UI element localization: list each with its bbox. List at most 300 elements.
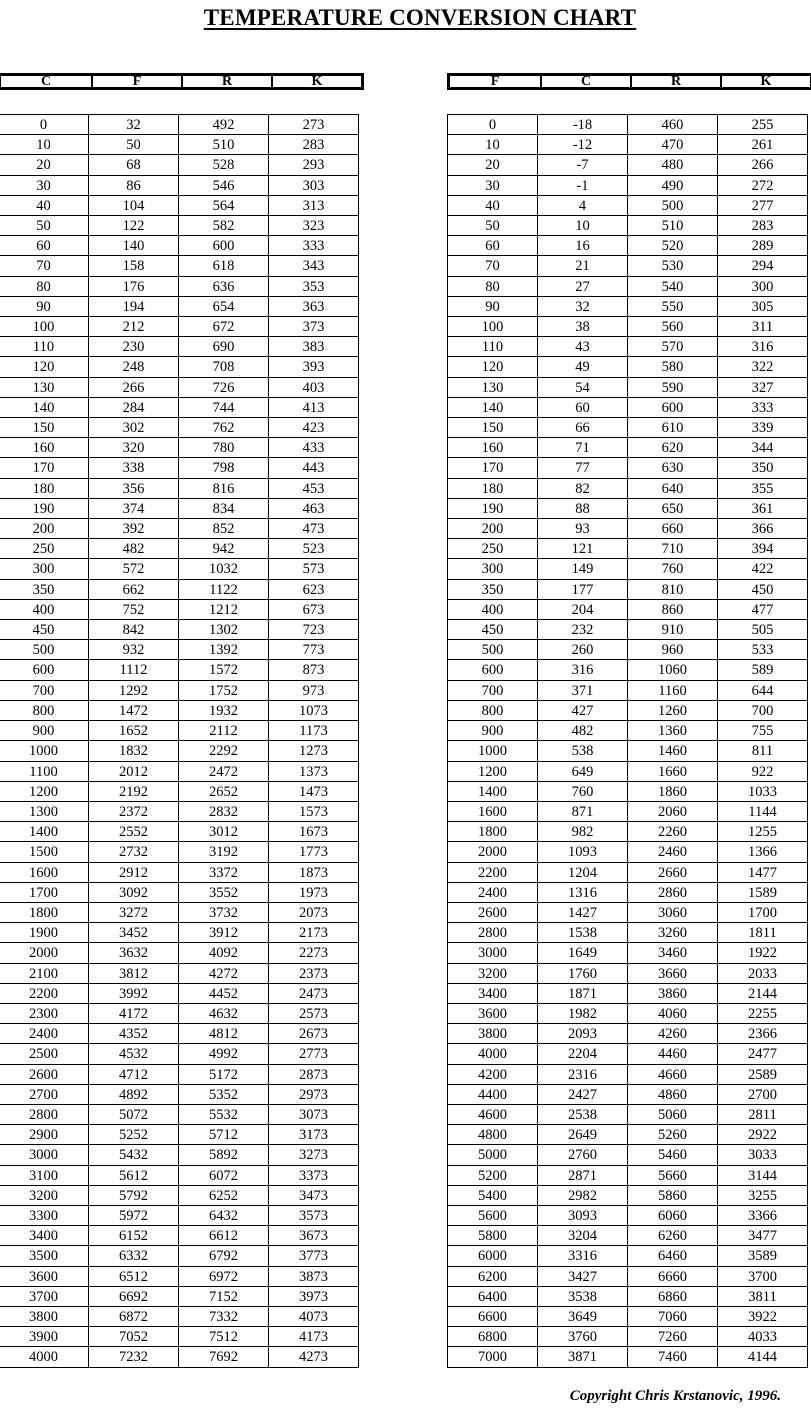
table-row xyxy=(448,559,808,579)
table-cell: 3871 xyxy=(538,1347,628,1367)
table-cell: 120 xyxy=(448,357,538,377)
table-row xyxy=(0,176,359,196)
table-row xyxy=(448,640,808,660)
table-cell: 3773 xyxy=(269,1246,359,1266)
table-cell: 158 xyxy=(89,256,179,276)
table-cell: 4892 xyxy=(89,1085,179,1105)
table-cell: 433 xyxy=(269,438,359,458)
table-cell: 810 xyxy=(628,580,718,600)
table-cell: 27 xyxy=(538,277,628,297)
table-row xyxy=(0,1287,359,1307)
table-cell: 3992 xyxy=(89,984,179,1004)
table-cell: 60 xyxy=(448,236,538,256)
table-cell: 140 xyxy=(89,236,179,256)
table-cell: 450 xyxy=(448,620,538,640)
table-cell: 564 xyxy=(179,196,269,216)
table-cell: 3144 xyxy=(718,1166,808,1186)
table-cell: 3477 xyxy=(718,1226,808,1246)
table-cell: 100 xyxy=(448,317,538,337)
table-cell: 6792 xyxy=(179,1246,269,1266)
table-row xyxy=(0,438,359,458)
table-cell: 1700 xyxy=(0,883,89,903)
table-cell: 3200 xyxy=(0,1186,89,1206)
table-cell: 4073 xyxy=(269,1307,359,1327)
table-cell: 170 xyxy=(0,458,89,478)
table-cell: 2700 xyxy=(0,1085,89,1105)
table-cell: 973 xyxy=(269,681,359,701)
table-cell: 338 xyxy=(89,458,179,478)
table-cell: 3811 xyxy=(718,1287,808,1307)
table-cell: 3316 xyxy=(538,1246,628,1266)
table-row xyxy=(448,1166,808,1186)
table-cell: 1752 xyxy=(179,681,269,701)
table-cell: 1100 xyxy=(0,762,89,782)
table-row xyxy=(448,1186,808,1206)
table-row xyxy=(0,660,359,680)
table-cell: 66 xyxy=(538,418,628,438)
table-cell: 4632 xyxy=(179,1004,269,1024)
table-cell: 2973 xyxy=(269,1085,359,1105)
table-cell: 2773 xyxy=(269,1044,359,1064)
table-row xyxy=(448,1246,808,1266)
table-cell: 250 xyxy=(448,539,538,559)
table-cell: 284 xyxy=(89,398,179,418)
table-row xyxy=(448,458,808,478)
table-row xyxy=(0,1145,359,1165)
table-cell: 313 xyxy=(269,196,359,216)
table-cell: 2427 xyxy=(538,1085,628,1105)
table-cell: 2700 xyxy=(718,1085,808,1105)
table-cell: 3700 xyxy=(718,1267,808,1287)
table-cell: 710 xyxy=(628,539,718,559)
table-cell: 7692 xyxy=(179,1347,269,1367)
table-cell: 4033 xyxy=(718,1327,808,1347)
table-cell: 3460 xyxy=(628,943,718,963)
table-row xyxy=(0,1327,359,1347)
table-cell: 1112 xyxy=(89,660,179,680)
table-cell: 16 xyxy=(538,236,628,256)
table-cell: 320 xyxy=(89,438,179,458)
table-cell: 7060 xyxy=(628,1307,718,1327)
table-row xyxy=(0,458,359,478)
table-cell: 1173 xyxy=(269,721,359,741)
table-cell: 392 xyxy=(89,519,179,539)
fahrenheit-conversion-table xyxy=(447,73,811,1366)
table-cell: 453 xyxy=(269,479,359,499)
table-cell: 2400 xyxy=(448,883,538,903)
table-cell: 450 xyxy=(0,620,89,640)
table-cell: 700 xyxy=(0,681,89,701)
table-cell: 90 xyxy=(448,297,538,317)
table-row xyxy=(448,1004,808,1024)
table-cell: 640 xyxy=(628,479,718,499)
table-cell: 2200 xyxy=(0,984,89,1004)
table-cell: 672 xyxy=(179,317,269,337)
table-cell: 5000 xyxy=(448,1145,538,1165)
table-cell: 3700 xyxy=(0,1287,89,1307)
table-cell: 723 xyxy=(269,620,359,640)
table-cell: 1472 xyxy=(89,701,179,721)
table-row xyxy=(448,337,808,357)
table-cell: 403 xyxy=(269,378,359,398)
table-row xyxy=(0,903,359,923)
table-row xyxy=(448,155,808,175)
table-row xyxy=(0,196,359,216)
table-cell: 662 xyxy=(89,580,179,600)
table-cell: 630 xyxy=(628,458,718,478)
table-cell: 3372 xyxy=(179,863,269,883)
table-cell: 3060 xyxy=(628,903,718,923)
table-cell: 760 xyxy=(628,559,718,579)
table-cell: 180 xyxy=(0,479,89,499)
table-cell: 4532 xyxy=(89,1044,179,1064)
table-cell: 88 xyxy=(538,499,628,519)
table-cell: 1900 xyxy=(0,923,89,943)
table-cell: 573 xyxy=(269,559,359,579)
table-cell: 30 xyxy=(448,176,538,196)
header-cell: R xyxy=(181,76,271,87)
table-cell: 463 xyxy=(269,499,359,519)
table-cell: 5352 xyxy=(179,1085,269,1105)
table-cell: 2144 xyxy=(718,984,808,1004)
table-cell: 4800 xyxy=(448,1125,538,1145)
table-cell: 2538 xyxy=(538,1105,628,1125)
table-cell: 760 xyxy=(538,782,628,802)
table-cell: 361 xyxy=(718,499,808,519)
table-cell: 1652 xyxy=(89,721,179,741)
table-row xyxy=(448,701,808,721)
table-cell: 344 xyxy=(718,438,808,458)
table-cell: 3272 xyxy=(89,903,179,923)
table-row xyxy=(448,1347,808,1367)
table-cell: 2255 xyxy=(718,1004,808,1024)
table-cell: 708 xyxy=(179,357,269,377)
table-cell: 212 xyxy=(89,317,179,337)
table-cell: 1212 xyxy=(179,600,269,620)
table-row xyxy=(0,1267,359,1287)
table-cell: 589 xyxy=(718,660,808,680)
table-cell: 580 xyxy=(628,357,718,377)
table-cell: 1473 xyxy=(269,782,359,802)
header-cell: F xyxy=(91,76,181,87)
table-row xyxy=(448,1226,808,1246)
table-cell: 353 xyxy=(269,277,359,297)
table-cell: 230 xyxy=(89,337,179,357)
table-cell: 2871 xyxy=(538,1166,628,1186)
table-cell: 4260 xyxy=(628,1024,718,1044)
table-cell: 600 xyxy=(0,660,89,680)
table-cell: 1260 xyxy=(628,701,718,721)
table-row xyxy=(0,297,359,317)
table-cell: 3973 xyxy=(269,1287,359,1307)
table-cell: 3800 xyxy=(0,1307,89,1327)
table-row xyxy=(448,721,808,741)
table-row xyxy=(0,923,359,943)
table-cell: 650 xyxy=(628,499,718,519)
table-cell: 5800 xyxy=(448,1226,538,1246)
table-row xyxy=(0,640,359,660)
table-cell: 900 xyxy=(0,721,89,741)
table-cell: 30 xyxy=(0,176,89,196)
table-cell: 5060 xyxy=(628,1105,718,1125)
table-cell: 80 xyxy=(448,277,538,297)
table-cell: 1673 xyxy=(269,822,359,842)
table-cell: 3427 xyxy=(538,1267,628,1287)
table-cell: 3173 xyxy=(269,1125,359,1145)
table-cell: 570 xyxy=(628,337,718,357)
table-cell: 2060 xyxy=(628,802,718,822)
table-cell: 533 xyxy=(718,640,808,660)
table-cell: 470 xyxy=(628,135,718,155)
table-cell: 200 xyxy=(448,519,538,539)
table-row xyxy=(448,317,808,337)
table-row xyxy=(448,236,808,256)
table-cell: 3200 xyxy=(448,964,538,984)
table-cell: 303 xyxy=(269,176,359,196)
table-cell: 2472 xyxy=(179,762,269,782)
table-cell: 121 xyxy=(538,539,628,559)
table-cell: 1300 xyxy=(0,802,89,822)
table-cell: 752 xyxy=(89,600,179,620)
table-cell: 300 xyxy=(448,559,538,579)
table-cell: 2112 xyxy=(179,721,269,741)
table-cell: 40 xyxy=(0,196,89,216)
table-cell: 538 xyxy=(538,741,628,761)
table-cell: 1360 xyxy=(628,721,718,741)
table-cell: 1093 xyxy=(538,842,628,862)
table-cell: 492 xyxy=(179,115,269,135)
table-row xyxy=(448,398,808,418)
table-cell: 6400 xyxy=(448,1287,538,1307)
table-cell: 2000 xyxy=(448,842,538,862)
table-row xyxy=(448,378,808,398)
table-row xyxy=(448,984,808,1004)
table-cell: 50 xyxy=(448,216,538,236)
table-cell: 277 xyxy=(718,196,808,216)
table-cell: 1922 xyxy=(718,943,808,963)
table-cell: 600 xyxy=(628,398,718,418)
table-cell: 3500 xyxy=(0,1246,89,1266)
table-cell: 2982 xyxy=(538,1186,628,1206)
table-cell: 190 xyxy=(0,499,89,519)
table-cell: 5072 xyxy=(89,1105,179,1125)
table-row xyxy=(0,1186,359,1206)
table-cell: 3192 xyxy=(179,842,269,862)
table-row xyxy=(0,762,359,782)
table-cell: 283 xyxy=(269,135,359,155)
table-cell: 1649 xyxy=(538,943,628,963)
table-cell: 38 xyxy=(538,317,628,337)
table-cell: 1000 xyxy=(0,741,89,761)
table-row xyxy=(0,1105,359,1125)
table-row xyxy=(0,357,359,377)
table-cell: 1538 xyxy=(538,923,628,943)
table-cell: 3573 xyxy=(269,1206,359,1226)
table-cell: 2732 xyxy=(89,842,179,862)
table-cell: 0 xyxy=(448,115,538,135)
table-cell: 1773 xyxy=(269,842,359,862)
table-cell: 7460 xyxy=(628,1347,718,1367)
table-cell: 6252 xyxy=(179,1186,269,1206)
table-cell: -12 xyxy=(538,135,628,155)
table-cell: 1932 xyxy=(179,701,269,721)
table-row xyxy=(448,1145,808,1165)
table-cell: 2800 xyxy=(448,923,538,943)
table-cell: 773 xyxy=(269,640,359,660)
table-cell: 726 xyxy=(179,378,269,398)
table-cell: 204 xyxy=(538,600,628,620)
table-cell: 2573 xyxy=(269,1004,359,1024)
table-cell: 1073 xyxy=(269,701,359,721)
table-row xyxy=(0,1024,359,1044)
table-cell: 363 xyxy=(269,297,359,317)
table-cell: 150 xyxy=(0,418,89,438)
table-cell: 3473 xyxy=(269,1186,359,1206)
table-cell: 1973 xyxy=(269,883,359,903)
table-cell: 122 xyxy=(89,216,179,236)
table-cell: 3000 xyxy=(0,1145,89,1165)
table-cell: 5712 xyxy=(179,1125,269,1145)
table-cell: 4352 xyxy=(89,1024,179,1044)
table-row xyxy=(448,1287,808,1307)
table-row xyxy=(448,943,808,963)
table-cell: 3600 xyxy=(448,1004,538,1024)
table-cell: 4860 xyxy=(628,1085,718,1105)
table-cell: 3600 xyxy=(0,1267,89,1287)
table-cell: 150 xyxy=(448,418,538,438)
table-cell: 3093 xyxy=(538,1206,628,1226)
table-cell: 302 xyxy=(89,418,179,438)
table-row xyxy=(0,337,359,357)
table-cell: 6692 xyxy=(89,1287,179,1307)
table-cell: 600 xyxy=(448,660,538,680)
table-cell: 1800 xyxy=(448,822,538,842)
table-cell: 1572 xyxy=(179,660,269,680)
table-cell: 400 xyxy=(0,600,89,620)
table-cell: 3912 xyxy=(179,923,269,943)
table-cell: 5460 xyxy=(628,1145,718,1165)
table-row xyxy=(0,256,359,276)
table-cell: 170 xyxy=(448,458,538,478)
table-row xyxy=(0,277,359,297)
table-row xyxy=(0,1347,359,1367)
table-cell: 1144 xyxy=(718,802,808,822)
table-cell: 942 xyxy=(179,539,269,559)
table-cell: 1982 xyxy=(538,1004,628,1024)
table-cell: 3073 xyxy=(269,1105,359,1125)
table-cell: 283 xyxy=(718,216,808,236)
table-row xyxy=(0,236,359,256)
table-row xyxy=(0,519,359,539)
table-cell: 3204 xyxy=(538,1226,628,1246)
table-cell: 610 xyxy=(628,418,718,438)
table-cell: 1427 xyxy=(538,903,628,923)
table-cell: 4460 xyxy=(628,1044,718,1064)
table-cell: 816 xyxy=(179,479,269,499)
table-row xyxy=(448,216,808,236)
table-cell: 140 xyxy=(448,398,538,418)
table-cell: 371 xyxy=(538,681,628,701)
table-row xyxy=(0,580,359,600)
table-cell: 2012 xyxy=(89,762,179,782)
table-cell: 2366 xyxy=(718,1024,808,1044)
table-cell: 530 xyxy=(628,256,718,276)
table-row xyxy=(448,1267,808,1287)
header-cell: F xyxy=(490,74,500,89)
table-cell: 3012 xyxy=(179,822,269,842)
table-row xyxy=(448,600,808,620)
table-cell: 2192 xyxy=(89,782,179,802)
table-cell: 68 xyxy=(89,155,179,175)
table-cell: 176 xyxy=(89,277,179,297)
table-cell: 3400 xyxy=(0,1226,89,1246)
table-cell: 7512 xyxy=(179,1327,269,1347)
table-cell: 4060 xyxy=(628,1004,718,1024)
table-cell: 590 xyxy=(628,378,718,398)
table-row xyxy=(0,479,359,499)
table-cell: 922 xyxy=(718,762,808,782)
table-cell: 500 xyxy=(628,196,718,216)
table-cell: 582 xyxy=(179,216,269,236)
table-body xyxy=(447,114,808,1368)
table-cell: 43 xyxy=(538,337,628,357)
table-cell: 232 xyxy=(538,620,628,640)
table-cell: 2832 xyxy=(179,802,269,822)
table-row xyxy=(448,256,808,276)
table-cell: 2273 xyxy=(269,943,359,963)
table-cell: 80 xyxy=(0,277,89,297)
table-cell: 4172 xyxy=(89,1004,179,1024)
table-cell: 644 xyxy=(718,681,808,701)
table-cell: 4273 xyxy=(269,1347,359,1367)
table-cell: 327 xyxy=(718,378,808,398)
table-cell: 623 xyxy=(269,580,359,600)
table-cell: 20 xyxy=(448,155,538,175)
table-cell: 289 xyxy=(718,236,808,256)
table-cell: 130 xyxy=(0,378,89,398)
table-cell: 6000 xyxy=(448,1246,538,1266)
table-cell: 160 xyxy=(448,438,538,458)
table-cell: 2500 xyxy=(0,1044,89,1064)
copyright-notice: Copyright Chris Krstanovic, 1996. xyxy=(569,1388,781,1404)
table-cell: 546 xyxy=(179,176,269,196)
table-cell: 260 xyxy=(538,640,628,660)
table-cell: 1700 xyxy=(718,903,808,923)
table-cell: 250 xyxy=(0,539,89,559)
table-cell: 2373 xyxy=(269,964,359,984)
table-cell: 2100 xyxy=(0,964,89,984)
table-cell: 3100 xyxy=(0,1166,89,1186)
table-cell: 3538 xyxy=(538,1287,628,1307)
table-cell: 1200 xyxy=(0,782,89,802)
table-row xyxy=(448,135,808,155)
table-cell: 6600 xyxy=(448,1307,538,1327)
table-cell: 3760 xyxy=(538,1327,628,1347)
table-cell: 3300 xyxy=(0,1206,89,1226)
table-cell: 160 xyxy=(0,438,89,458)
table-cell: 10 xyxy=(538,216,628,236)
table-row xyxy=(448,1024,808,1044)
table-cell: 1573 xyxy=(269,802,359,822)
table-cell: 366 xyxy=(718,519,808,539)
table-row xyxy=(0,1065,359,1085)
table-cell: 4092 xyxy=(179,943,269,963)
table-cell: 3800 xyxy=(448,1024,538,1044)
table-cell: 374 xyxy=(89,499,179,519)
table-cell: 482 xyxy=(538,721,628,741)
table-cell: 2760 xyxy=(538,1145,628,1165)
table-cell: 1860 xyxy=(628,782,718,802)
